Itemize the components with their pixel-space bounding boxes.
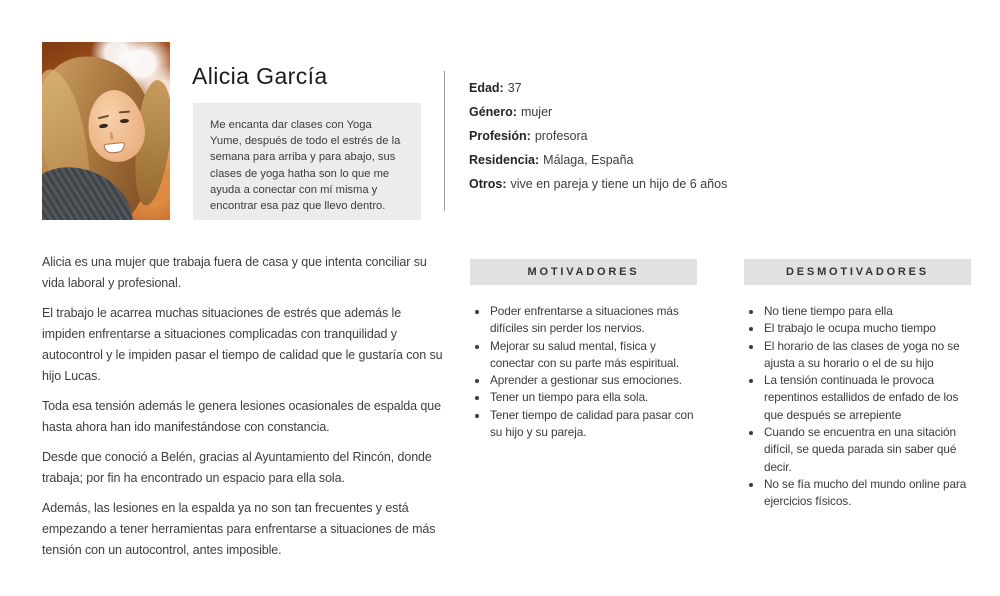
detail-label: Profesión:: [469, 129, 531, 143]
detail-label: Otros:: [469, 177, 507, 191]
demotivator-item: • No tiene tiempo para ella: [763, 303, 971, 320]
bio-paragraph: Toda esa tensión además le genera lesiones ocasionales de espalda que hasta ahora han ido manifestándose con constancia.: [42, 399, 441, 434]
motivator-item: • Aprender a gestionar sus emociones.: [489, 372, 697, 389]
motivator-item: • Mejorar su salud mental, física y conectar con su parte más espiritual.: [489, 338, 697, 373]
detail-value: profesora: [534, 129, 588, 143]
demotivators-section: [744, 259, 971, 511]
detail-value: 37: [507, 81, 522, 95]
demotivator-item: • No se fía mucho del mundo online para ejercicios físicos.: [763, 476, 971, 511]
motivator-item: • Poder enfrentarse a situaciones más difíciles sin perder los nervios.: [489, 303, 697, 338]
detail-row-residencia: [469, 154, 849, 168]
bio-paragraph: Desde que conoció a Belén, gracias al Ayuntamiento del Rincón, donde trabaja; por fin ha encontrado un espacio para ella sola.: [42, 450, 432, 485]
detail-value: mujer: [520, 105, 553, 119]
detail-label: Edad:: [469, 81, 504, 95]
detail-value: vive en pareja y tiene un hijo de 6 años: [510, 177, 728, 191]
motivators-list: [470, 303, 697, 441]
demotivators-header: DESMOTIVADORES: [744, 259, 971, 285]
demotivator-item: • El horario de las clases de yoga no se ajusta a su horario o el de su hijo: [763, 338, 971, 373]
bio-paragraph: Alicia es una mujer que trabaja fuera de casa y que intenta conciliar su vida laboral y profesional.: [42, 255, 427, 290]
vertical-divider: [444, 71, 445, 211]
persona-name: Alicia García: [192, 63, 328, 89]
detail-row-profesion: [469, 130, 849, 144]
motivators-header: MOTIVADORES: [470, 259, 697, 285]
motivator-item: • Tener tiempo de calidad para pasar con su hijo y su pareja.: [489, 407, 697, 442]
detail-row-genero: [469, 106, 849, 120]
demotivator-item: • La tensión continuada le provoca repentinos estallidos de enfado de los que después se arrepiente: [763, 372, 971, 424]
detail-label: Género:: [469, 105, 517, 119]
motivator-item: • Tener un tiempo para ella sola.: [489, 389, 697, 406]
detail-label: Residencia:: [469, 153, 540, 167]
persona-photo: [42, 42, 170, 220]
persona-quote: Me encanta dar clases con Yoga Yume, después de todo el estrés de la semana para arriba y para abajo, sus clases de yoga hatha son lo que me ayuda a conectar con mí misma y encontrar esa paz que llevo dentro.: [193, 103, 421, 220]
detail-value: Málaga, España: [543, 153, 634, 167]
demotivator-item: • Cuando se encuentra en una sitación difícil, se queda parada sin saber qué decir.: [763, 424, 971, 476]
detail-row-edad: [469, 82, 849, 96]
bio-paragraph: Además, las lesiones en la espalda ya no son tan frecuentes y está empezando a tener herramientas para enfrentarse a situaciones de más tensión con un autocontrol, antes imposible.: [42, 501, 436, 557]
detail-row-otros: [469, 178, 849, 192]
demotivators-list: [744, 303, 971, 511]
demotivator-item: • El trabajo le ocupa mucho tiempo: [763, 320, 971, 337]
bio-paragraph: El trabajo le acarrea muchas situaciones de estrés que además le impiden enfrentarse a situaciones complicadas con tranquilidad y autocontrol y le impiden pasar el tiempo de calidad que le gustaría con su hijo Lucas.: [42, 306, 443, 383]
persona-details: [469, 82, 849, 202]
persona-bio: [42, 252, 444, 570]
motivators-section: [470, 259, 697, 441]
